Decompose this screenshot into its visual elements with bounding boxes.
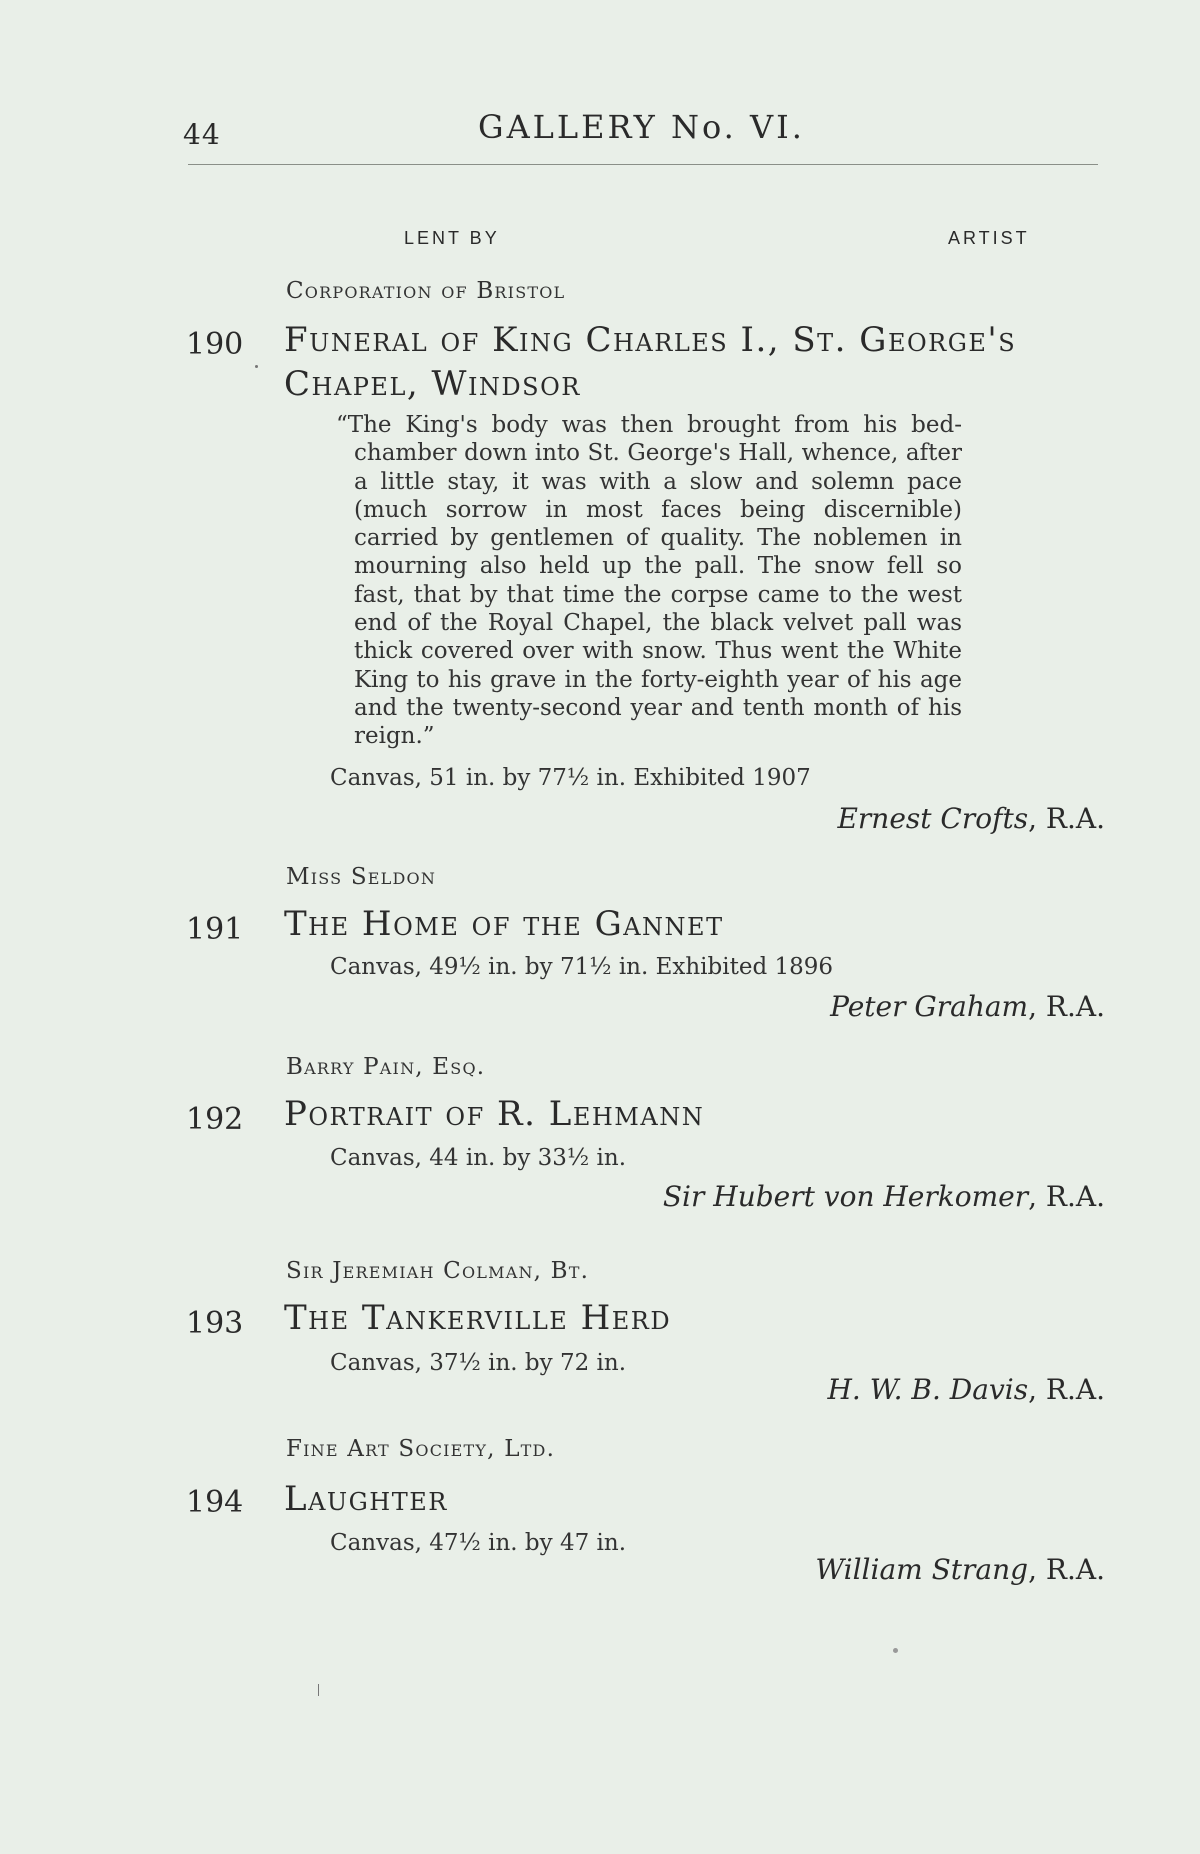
artist-192	[663, 1180, 1105, 1213]
artist-name: Sir Hubert von Herkomer	[662, 1180, 1029, 1213]
catalogue-number-194: 194	[186, 1485, 244, 1520]
artist-suffix: , R.A.	[1028, 1180, 1105, 1213]
header-rule	[188, 164, 1098, 165]
artist-suffix: , R.A.	[1028, 1553, 1105, 1586]
title-194: Laughter	[284, 1479, 448, 1519]
print-speck	[893, 1648, 898, 1653]
title-190-line1: Funeral of King Charles I., St. George's	[284, 320, 1017, 360]
artist-name: Peter Graham	[830, 990, 1029, 1023]
lender-193: Sir Jeremiah Colman, Bt.	[286, 1258, 590, 1284]
lender-190: Corporation of Bristol	[286, 278, 566, 304]
title-190-line2: Chapel, Windsor	[284, 364, 581, 404]
lender-191: Miss Seldon	[286, 864, 437, 890]
canvas-details-192: Canvas, 44 in. by 33½ in.	[330, 1145, 627, 1171]
catalogue-number-190: 190	[186, 327, 244, 362]
catalogue-number-193: 193	[186, 1306, 244, 1341]
canvas-details-194: Canvas, 47½ in. by 47 in.	[330, 1530, 627, 1556]
artist-190	[837, 802, 1105, 835]
page-number: 44	[183, 118, 221, 151]
artist-194	[815, 1553, 1105, 1586]
artist-191	[830, 990, 1105, 1023]
canvas-details-193: Canvas, 37½ in. by 72 in.	[330, 1350, 627, 1376]
catalogue-number-191: 191	[186, 912, 244, 947]
print-speck	[318, 1684, 319, 1696]
running-title: GALLERY No. VI.	[478, 108, 805, 146]
catalogue-number-192: 192	[186, 1102, 244, 1137]
artist-193	[828, 1373, 1105, 1406]
quotation-190: “The King's body was then brought from his bed-chamber down into St. George's Hall, whence, after a little stay, it was with a slow and solemn pace (much sorrow in most faces being discernible) carried by gentlemen of quality. The noblemen in mourning also held up the pall. The snow fell so fast, that by that time the corpse came to the west end of the Royal Chapel, the black velvet pall was thick covered over with snow. Thus went the White King to his grave in the forty-eighth year of his age and the twenty-second year and tenth month of his reign.”	[336, 412, 962, 750]
artist-name: William Strang	[815, 1553, 1029, 1586]
artist-column-heading: ARTIST	[948, 228, 1030, 248]
lender-192: Barry Pain, Esq.	[286, 1054, 486, 1080]
lent-by-column-heading: LENT BY	[404, 228, 500, 248]
artist-name: Ernest Crofts	[837, 802, 1029, 835]
title-193: The Tankerville Herd	[284, 1298, 672, 1338]
lender-194: Fine Art Society, Ltd.	[286, 1436, 556, 1462]
title-191: The Home of the Gannet	[284, 904, 724, 944]
artist-suffix: , R.A.	[1028, 990, 1105, 1023]
title-192: Portrait of R. Lehmann	[284, 1094, 705, 1134]
artist-suffix: , R.A.	[1028, 802, 1105, 835]
print-speck	[255, 365, 258, 368]
canvas-details-191: Canvas, 49½ in. by 71½ in. Exhibited 1896	[330, 954, 834, 980]
canvas-details-190: Canvas, 51 in. by 77½ in. Exhibited 1907	[330, 765, 811, 791]
artist-name: H. W. B. Davis	[827, 1373, 1029, 1406]
artist-suffix: , R.A.	[1028, 1373, 1105, 1406]
